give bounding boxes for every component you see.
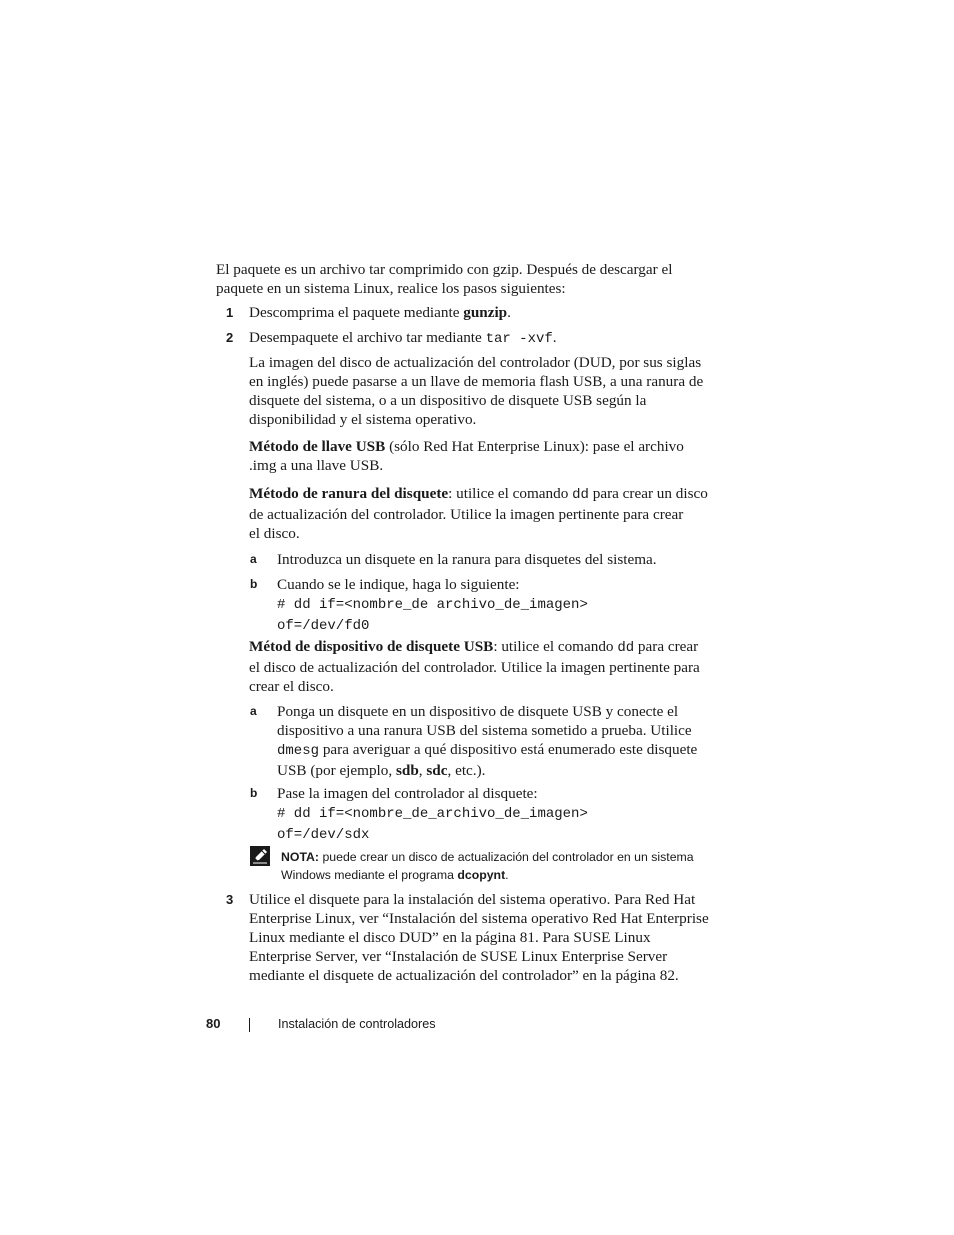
note-pencil-icon bbox=[250, 846, 270, 866]
dud-description-paragraph: La imagen del disco de actualización del controlador (DUD, por sus siglas en inglés) puede pasarse a un llave de memoria flash USB, a una ranura de disquete del sistema, o a un dispositivo de disquete USB según la disponibilidad y el sistema operativo. bbox=[249, 354, 704, 428]
floppy-slot-substep-b-label: b bbox=[250, 577, 258, 591]
usb-key-method-paragraph: Método de llave USB (sólo Red Hat Enterprise Linux): pase el archivo .img a una llave USB. bbox=[249, 438, 684, 474]
footer-chapter-title: Instalación de controladores bbox=[278, 1017, 436, 1031]
usb-floppy-substep-b-text: Pase la imagen del controlador al disquete: # dd if=<nombre_de_archivo_de_imagen> of=/dev/sdx bbox=[277, 785, 588, 843]
dd-fd0-command-line-1: # dd if=<nombre_de archivo_de_imagen> bbox=[277, 597, 588, 613]
note-text: NOTA: puede crear un disco de actualización del controlador en un sistema Windows mediante el programa dcopynt. bbox=[281, 850, 694, 882]
step-1-text: Descomprima el paquete mediante gunzip. bbox=[249, 304, 511, 321]
dd-command: dd bbox=[572, 487, 589, 503]
intro-paragraph bbox=[216, 260, 736, 298]
page-number: 80 bbox=[206, 1016, 221, 1031]
floppy-slot-method-paragraph: Método de ranura del disquete: utilice el comando dd para crear un disco de actualización del controlador. Utilice la imagen pertinente para crear el disco. bbox=[249, 485, 708, 542]
usb-floppy-substep-b-label: b bbox=[250, 786, 258, 800]
dmesg-command: dmesg bbox=[277, 743, 320, 759]
usb-floppy-method-paragraph: Métod de dispositivo de disquete USB: utilice el comando dd para crear el disco de actualización del controlador. Utilice la imagen pertinente para crear el disco. bbox=[249, 638, 700, 695]
tar-command: tar -xvf bbox=[485, 331, 553, 347]
floppy-slot-substep-a-text: Introduzca un disquete en la ranura para disquetes del sistema. bbox=[277, 551, 657, 568]
usb-floppy-substep-a-text: Ponga un disquete en un dispositivo de disquete USB y conecte el dispositivo a una ranura USB del sistema sometido a prueba. Utilice dmesg para averiguar a qué dispositivo está enumerado este disquete USB (por ejemplo, sdb, sdc, etc.). bbox=[277, 703, 698, 779]
dcopynt-program: dcopynt bbox=[457, 868, 506, 882]
usb-floppy-substep-a-label: a bbox=[250, 704, 257, 718]
dd-command: dd bbox=[617, 640, 635, 656]
floppy-slot-method-heading: Método de ranura del disquete bbox=[249, 485, 449, 502]
floppy-slot-substep-b-text: Cuando se le indique, haga lo siguiente: # dd if=<nombre_de archivo_de_imagen> of=/dev/fd0 bbox=[277, 576, 588, 634]
note-label: NOTA: bbox=[281, 850, 320, 864]
footer-separator bbox=[249, 1018, 250, 1032]
step-3-number: 3 bbox=[226, 892, 234, 907]
usb-key-method-heading: Método de llave USB bbox=[249, 438, 386, 455]
step-3-text: Utilice el disquete para la instalación del sistema operativo. Para Red Hat Enterprise Linux, ver “Instalación del sistema operativo Red Hat Enterprise Linux mediante el disco DUD” en la página 81. Para SUSE Linux Enterprise Server, ver “Instalación de SUSE Linux Enterprise Server mediante el disquete de actualización del controlador” en la página 82. bbox=[249, 891, 709, 984]
usb-floppy-method-heading: Métod de dispositivo de disquete USB bbox=[249, 638, 494, 655]
intro-line-2: paquete en un sistema Linux, realice los pasos siguientes: bbox=[216, 280, 566, 297]
dd-fd0-command-line-2: of=/dev/fd0 bbox=[277, 618, 370, 634]
intro-line-1: El paquete es un archivo tar comprimido con gzip. Después de descargar el bbox=[216, 261, 673, 278]
step-2-text: Desempaquete el archivo tar mediante tar -xvf. bbox=[249, 329, 557, 347]
step-1-number: 1 bbox=[226, 305, 234, 320]
gunzip-command: gunzip bbox=[463, 304, 508, 321]
dd-sdx-command-line-1: # dd if=<nombre_de_archivo_de_imagen> bbox=[277, 806, 588, 822]
dd-sdx-command-line-2: of=/dev/sdx bbox=[277, 827, 370, 843]
floppy-slot-substep-a-label: a bbox=[250, 552, 257, 566]
step-2-number: 2 bbox=[226, 330, 234, 345]
